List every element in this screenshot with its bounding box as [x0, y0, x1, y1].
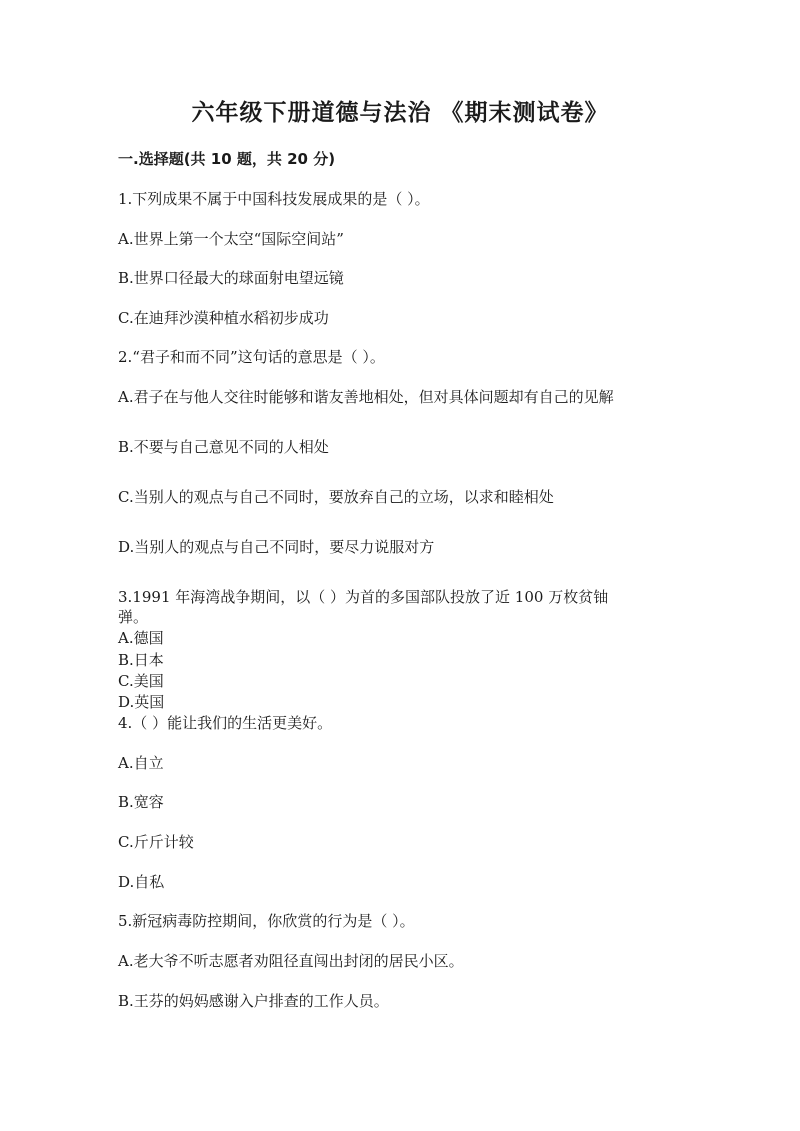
question-4-stem: 4.（ ）能让我们的生活更美好。	[118, 714, 333, 732]
question-2-option-d: D.当别人的观点与自己不同时，要尽力说服对方	[118, 538, 435, 556]
question-3-option-d: D.英国	[118, 693, 165, 711]
section-heading: 一.选择题(共 10 题，共 20 分)	[118, 150, 336, 168]
question-1-stem: 1.下列成果不属于中国科技发展成果的是（ ）。	[118, 190, 430, 208]
question-1-option-c: C.在迪拜沙漠种植水稻初步成功	[118, 309, 329, 327]
question-3-option-a: A.德国	[118, 629, 164, 647]
question-5-stem: 5.新冠病毒防控期间，你欣赏的行为是（ ）。	[118, 912, 415, 930]
question-3-stem-continued: 弹。	[118, 608, 149, 626]
question-2-option-a: A.君子在与他人交往时能够和谐友善地相处，但对具体问题却有自己的见解	[118, 388, 614, 406]
exam-title: 六年级下册道德与法治 《期末测试卷》	[191, 100, 609, 126]
question-2-option-c: C.当别人的观点与自己不同时，要放弃自己的立场，以求和睦相处	[118, 488, 554, 506]
question-4-option-b: B.宽容	[118, 793, 164, 811]
question-2-option-b: B.不要与自己意见不同的人相处	[118, 438, 329, 456]
question-3-stem: 3.1991 年海湾战争期间，以（ ）为首的多国部队投放了近 100 万枚贫铀	[118, 588, 609, 606]
question-5-option-a: A.老大爷不听志愿者劝阻径直闯出封闭的居民小区。	[118, 952, 464, 970]
question-1-option-a: A.世界上第一个太空“国际空间站”	[118, 230, 344, 248]
question-4-option-a: A.自立	[118, 754, 164, 772]
question-5-option-b: B.王芬的妈妈感谢入户排查的工作人员。	[118, 992, 389, 1010]
question-4-option-d: D.自私	[118, 873, 165, 891]
question-1-option-b: B.世界口径最大的球面射电望远镜	[118, 269, 344, 287]
question-3-option-c: C.美国	[118, 672, 164, 690]
question-3-option-b: B.日本	[118, 651, 164, 669]
question-4-option-c: C.斤斤计较	[118, 833, 194, 851]
question-2-stem: 2.“君子和而不同”这句话的意思是（ ）。	[118, 348, 385, 366]
